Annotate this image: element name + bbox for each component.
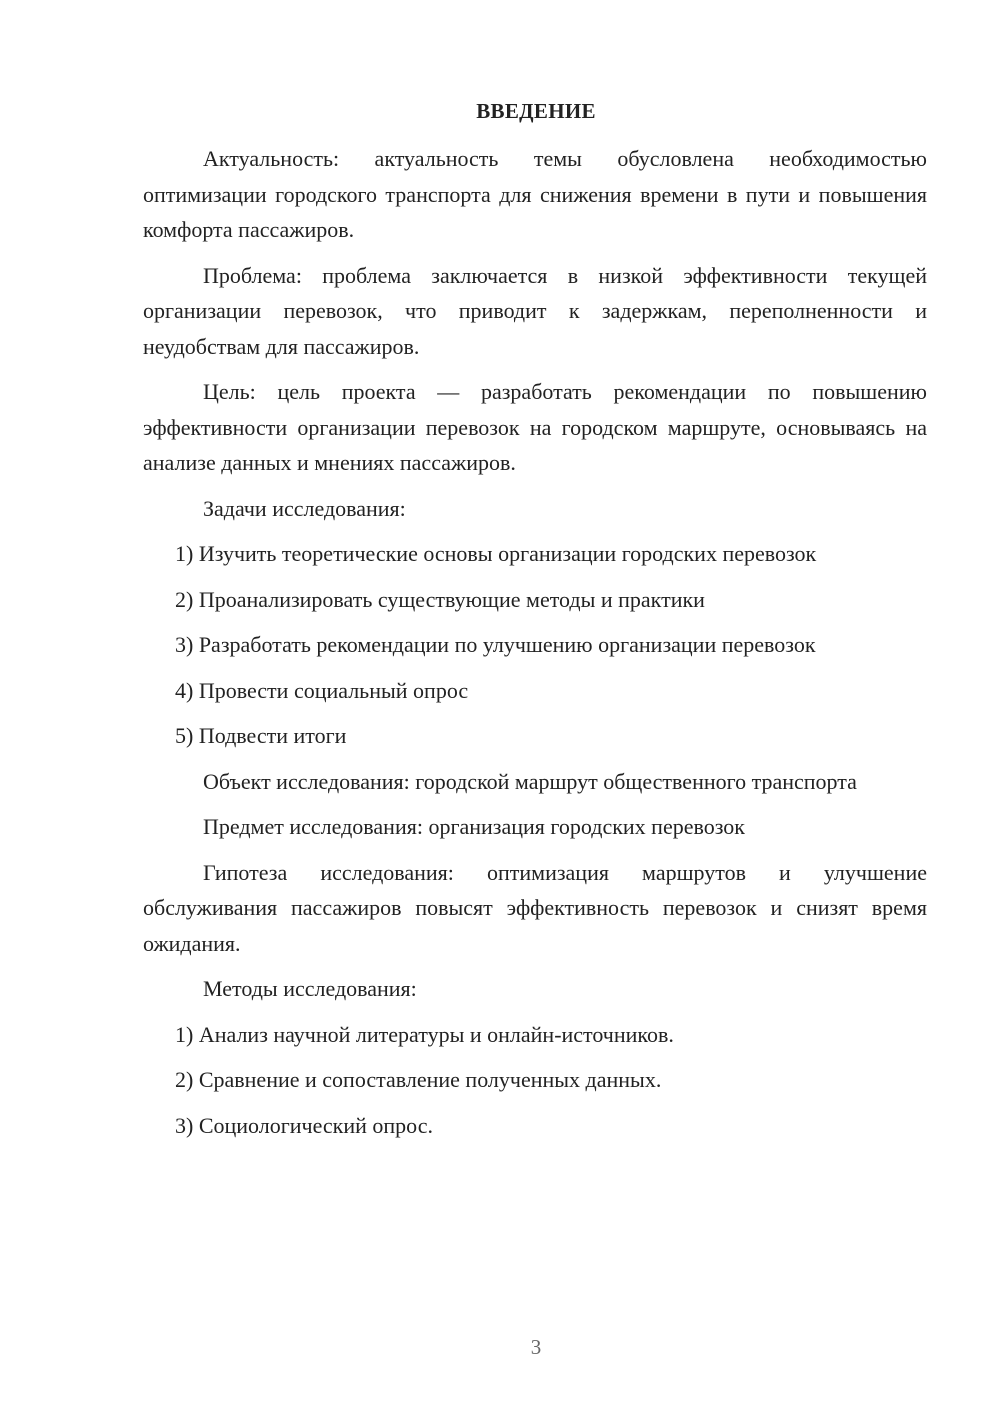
method-item: 2) Сравнение и сопоставление полученных данных. — [175, 1067, 662, 1092]
relevance-paragraph: Актуальность: актуальность темы обусловлена необходимостью оптимизации городского транспорта для снижения времени в пути и повышения комфорта пассажиров. — [143, 146, 927, 242]
problem-paragraph: Проблема: проблема заключается в низкой эффективности текущей организации перевозок, что приводит к задержкам, переполненности и неудобствам для пассажиров. — [143, 262, 927, 359]
task-item: 4) Провести социальный опрос — [175, 677, 469, 703]
task-item: 2) Проанализировать существующие методы и практики — [175, 586, 705, 612]
hypothesis-paragraph: Гипотеза исследования: оптимизация маршрутов и улучшение обслуживания пассажиров повысят эффективность перевозок и снизят время ожидания. — [143, 859, 927, 956]
task-item: 3) Разработать рекомендации по улучшению организации перевозок — [175, 632, 816, 657]
methods-heading: Методы исследования: — [203, 976, 417, 1001]
subject-paragraph: Предмет исследования: организация городских перевозок — [203, 814, 745, 839]
page-title: ВВЕДЕНИЕ — [476, 99, 596, 123]
page-number: 3 — [530, 1335, 542, 1359]
methods-list — [143, 1017, 927, 1144]
object-paragraph: Объект исследования: городской маршрут общественного транспорта — [203, 768, 857, 794]
task-item: 5) Подвести итоги — [175, 723, 347, 748]
method-item: 3) Социологический опрос. — [175, 1112, 433, 1138]
method-item: 1) Анализ научной литературы и онлайн-источников. — [175, 1021, 674, 1047]
goal-paragraph: Цель: цель проекта — разработать рекомендации по повышению эффективности организации перевозок на городском маршруте, основываясь на анализе данных и мнениях пассажиров. — [143, 379, 927, 475]
tasks-heading: Задачи исследования: — [203, 495, 406, 521]
document-body — [143, 141, 927, 1153]
tasks-list — [143, 536, 927, 754]
task-item: 1) Изучить теоретические основы организации городских перевозок — [175, 541, 817, 566]
